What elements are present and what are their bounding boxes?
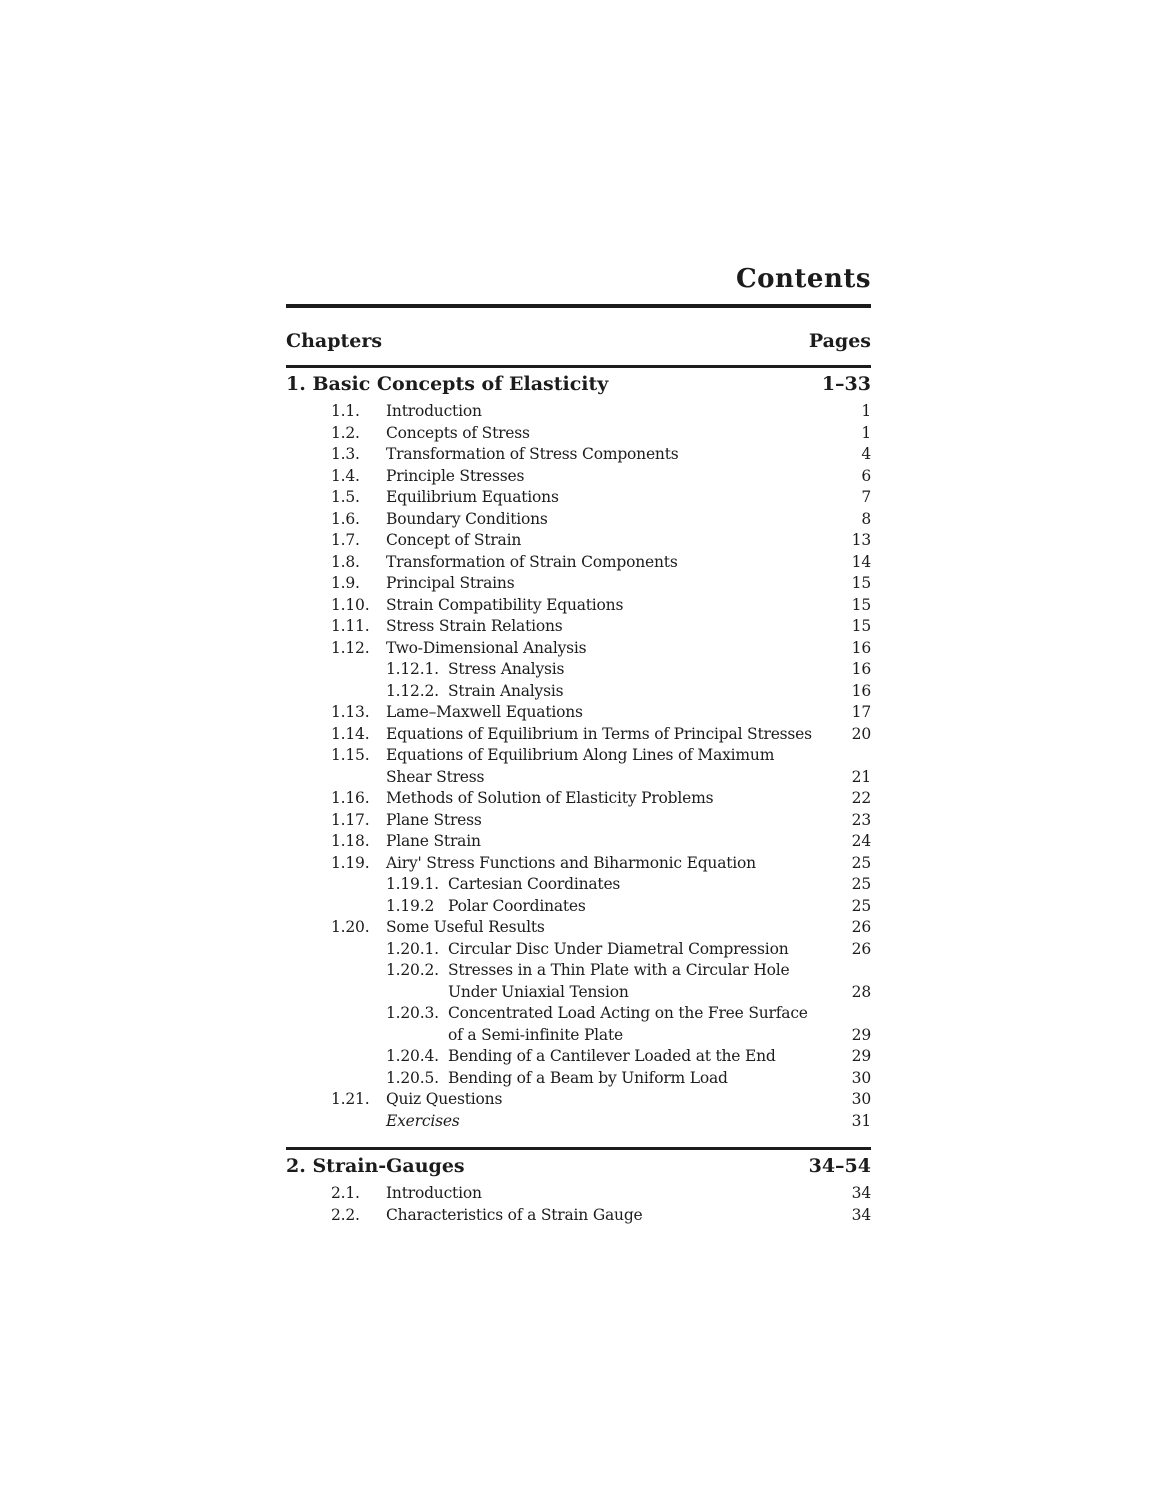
entry-title-line: Plane Stress [386, 810, 482, 829]
entry-number: 1.14. [331, 724, 370, 743]
entry-page-number: 29 [851, 1047, 871, 1065]
entry-title-line: Methods of Solution of Elasticity Problems [386, 789, 714, 807]
pages-column-label: Pages [808, 330, 871, 352]
entry-title-line: of a Semi-infinite Plate [448, 1025, 623, 1044]
entries-list [286, 1183, 871, 1228]
entry-title-line: Equilibrium Equations [386, 488, 559, 506]
entry-title-line: Shear Stress [386, 767, 485, 786]
entry-page-number: 17 [851, 703, 871, 721]
chapter-heading [286, 368, 871, 401]
entry-title-line: Cartesian Coordinates [448, 875, 621, 893]
entry-title-line: Strain Analysis [448, 681, 564, 700]
toc-entry [286, 638, 871, 660]
entry-title [448, 659, 871, 681]
entry-page-number: 7 [861, 488, 871, 506]
toc-entry [286, 917, 871, 939]
entry-number: 1.9. [331, 574, 360, 592]
entry-title-line: Principle Stresses [386, 466, 525, 485]
entry-title [386, 788, 871, 810]
entry-title [448, 1068, 871, 1090]
entry-title [386, 917, 871, 939]
entry-title [448, 1046, 871, 1068]
entry-title-line: Circular Disc Under Diametral Compression [448, 939, 789, 958]
entry-page-number: 25 [851, 853, 871, 872]
entry-title-line: Bending of a Cantilever Loaded at the End [448, 1047, 776, 1065]
entry-page-number: 28 [851, 982, 871, 1001]
toc-entry [286, 745, 871, 788]
entry-page-number: 1 [861, 402, 871, 420]
entry-title-line: Introduction [386, 1184, 482, 1202]
toc-entry [286, 552, 871, 574]
entry-number: 1.1. [331, 402, 360, 420]
toc-entry [286, 896, 871, 918]
entry-page-number: 30 [851, 1068, 871, 1087]
entry-title-line: Plane Strain [386, 832, 481, 850]
entry-page-number: 24 [851, 832, 871, 850]
entry-title [386, 423, 871, 445]
toc-entry [286, 681, 871, 703]
entry-title [448, 939, 871, 961]
toc-entry [286, 810, 871, 832]
entry-number: 1.18. [331, 832, 370, 850]
entry-title-line: Introduction [386, 402, 482, 420]
toc-entry [286, 509, 871, 531]
entry-page-number: 26 [851, 939, 871, 958]
entry-title-line: Airy' Stress Functions and Biharmonic Equation [386, 853, 756, 872]
entry-number: 1.19. [331, 853, 370, 872]
toc-entry [286, 1089, 871, 1111]
entry-title-line: Stress Strain Relations [386, 617, 563, 635]
toc-entry [286, 724, 871, 746]
toc-entry [286, 530, 871, 552]
entry-number: 1.12.1. [386, 660, 439, 678]
entry-title-line: Lame–Maxwell Equations [386, 703, 583, 721]
entry-title-line: Concepts of Stress [386, 423, 530, 442]
entry-title [386, 1205, 871, 1227]
toc-entry [286, 487, 871, 509]
toc-entry [286, 401, 871, 423]
toc-entry [286, 1046, 871, 1068]
entry-number: 1.7. [331, 531, 360, 549]
entry-page-number: 23 [851, 810, 871, 829]
entry-number: 2.1. [331, 1184, 360, 1202]
chapter-heading [286, 1150, 871, 1183]
entry-page-number: 21 [851, 767, 871, 786]
entry-page-number: 6 [861, 466, 871, 485]
entry-number: 1.3. [331, 445, 360, 463]
entry-title [386, 487, 871, 509]
entry-page-number: 30 [851, 1090, 871, 1108]
entry-number: 1.12.2. [386, 681, 439, 700]
toc-entry [286, 702, 871, 724]
toc-entry [286, 1111, 871, 1133]
entry-title [386, 831, 871, 853]
entry-title-line: Equations of Equilibrium in Terms of Principal Stresses [386, 724, 812, 743]
entry-number: 1.16. [331, 789, 370, 807]
entry-number: 1.4. [331, 466, 360, 485]
entry-title [386, 1089, 871, 1111]
entry-title [386, 552, 871, 574]
entry-number: 2.2. [331, 1205, 360, 1224]
toc-entry [286, 573, 871, 595]
entry-title-line: Stresses in a Thin Plate with a Circular Hole [448, 961, 790, 979]
chapter-pages-range: 1–33 [821, 373, 871, 395]
entry-title [386, 573, 871, 595]
entry-number: 1.12. [331, 638, 370, 657]
entry-page-number: 25 [851, 875, 871, 893]
entry-number: 1.6. [331, 509, 360, 528]
entry-number: 1.21. [331, 1090, 370, 1108]
entry-title [386, 509, 871, 531]
entry-page-number: 15 [851, 617, 871, 635]
entry-title-line: Two-Dimensional Analysis [386, 638, 587, 657]
entry-page-number: 15 [851, 595, 871, 614]
toc-entry [286, 960, 871, 1003]
entry-title-line: Principal Strains [386, 574, 515, 592]
entry-title [386, 638, 871, 660]
entry-title-line: Exercises [386, 1111, 460, 1130]
entry-title-line: Stress Analysis [448, 660, 565, 678]
chapters-column-label: Chapters [286, 330, 383, 352]
entry-title [386, 745, 871, 788]
toc-entry [286, 788, 871, 810]
entry-title [386, 1111, 871, 1133]
entries-list [286, 401, 871, 1134]
entry-title-line: Equations of Equilibrium Along Lines of Maximum [386, 746, 775, 764]
entry-number: 1.20.5. [386, 1068, 439, 1087]
toc-entry [286, 1183, 871, 1205]
entry-number: 1.19.1. [386, 875, 439, 893]
entry-number: 1.19.2 [386, 896, 435, 915]
entry-title [386, 702, 871, 724]
entry-title-line: Transformation of Stress Components [386, 445, 679, 463]
entry-number: 1.5. [331, 488, 360, 506]
entry-number: 1.20.1. [386, 939, 439, 958]
entry-number: 1.20. [331, 918, 370, 936]
entry-title-line: Characteristics of a Strain Gauge [386, 1205, 643, 1224]
entry-page-number: 15 [851, 574, 871, 592]
entry-title [386, 853, 871, 875]
toc-entry [286, 659, 871, 681]
entry-number: 1.20.4. [386, 1047, 439, 1065]
entry-title-line: Quiz Questions [386, 1090, 503, 1108]
entry-title [386, 595, 871, 617]
toc-entry [286, 853, 871, 875]
page-title: Contents [735, 264, 871, 294]
entry-title [386, 466, 871, 488]
entry-title-line: Transformation of Strain Components [386, 552, 678, 571]
entry-title [448, 681, 871, 703]
entry-number: 1.8. [331, 552, 360, 571]
entry-page-number: 8 [861, 509, 871, 528]
toc-entry [286, 1003, 871, 1046]
entry-title-line: Concept of Strain [386, 531, 522, 549]
toc-entry [286, 831, 871, 853]
entry-page-number: 26 [851, 918, 871, 936]
toc-entry [286, 1205, 871, 1227]
entry-title [386, 616, 871, 638]
entry-page-number: 31 [851, 1111, 871, 1130]
toc-entry [286, 423, 871, 445]
entry-page-number: 13 [851, 531, 871, 549]
entry-number [331, 1111, 386, 1133]
chapter-title: 1. Basic Concepts of Elasticity [286, 373, 609, 395]
chapter-pages-range: 34–54 [808, 1155, 871, 1177]
entry-title [448, 896, 871, 918]
toc-entry [286, 616, 871, 638]
entry-title-line: Bending of a Beam by Uniform Load [448, 1068, 728, 1087]
entry-title-line: Some Useful Results [386, 918, 545, 936]
toc-entry [286, 874, 871, 896]
entry-page-number: 4 [861, 445, 871, 463]
column-headers [286, 330, 871, 352]
toc-entry [286, 595, 871, 617]
entry-title [386, 401, 871, 423]
entry-title [448, 1003, 871, 1046]
entry-page-number: 20 [851, 724, 871, 743]
entry-page-number: 29 [851, 1025, 871, 1044]
entry-title [386, 724, 871, 746]
entry-title [386, 444, 871, 466]
entry-number: 1.13. [331, 703, 370, 721]
entry-page-number: 34 [851, 1184, 871, 1202]
entry-page-number: 22 [851, 789, 871, 807]
entry-number: 1.20.2. [386, 961, 439, 979]
toc-entry [286, 939, 871, 961]
entry-title [386, 810, 871, 832]
entry-page-number: 34 [851, 1205, 871, 1224]
entry-title [386, 1183, 871, 1205]
entry-title [386, 530, 871, 552]
entry-title-line: Concentrated Load Acting on the Free Surface [448, 1004, 808, 1022]
table-of-contents [286, 264, 871, 1228]
entry-title-line: Strain Compatibility Equations [386, 595, 624, 614]
chapter-title: 2. Strain-Gauges [286, 1155, 465, 1177]
entry-page-number: 25 [851, 896, 871, 915]
entry-page-number: 1 [861, 423, 871, 442]
title-rule [286, 304, 871, 308]
entry-number: 1.17. [331, 810, 370, 829]
entry-title-line: Boundary Conditions [386, 509, 548, 528]
entry-page-number: 14 [851, 552, 871, 571]
entry-number: 1.2. [331, 423, 360, 442]
toc-entry [286, 466, 871, 488]
entry-page-number: 16 [851, 660, 871, 678]
entry-page-number: 16 [851, 638, 871, 657]
entry-number: 1.10. [331, 595, 370, 614]
entry-title-line: Under Uniaxial Tension [448, 982, 629, 1001]
entry-title-line: Polar Coordinates [448, 896, 586, 915]
entry-number: 1.11. [331, 617, 370, 635]
chapters-list [286, 365, 871, 1228]
entry-page-number: 16 [851, 681, 871, 700]
entry-number: 1.15. [331, 746, 370, 764]
entry-title [448, 960, 871, 1003]
toc-entry [286, 1068, 871, 1090]
entry-title [448, 874, 871, 896]
toc-entry [286, 444, 871, 466]
entry-number: 1.20.3. [386, 1004, 439, 1022]
